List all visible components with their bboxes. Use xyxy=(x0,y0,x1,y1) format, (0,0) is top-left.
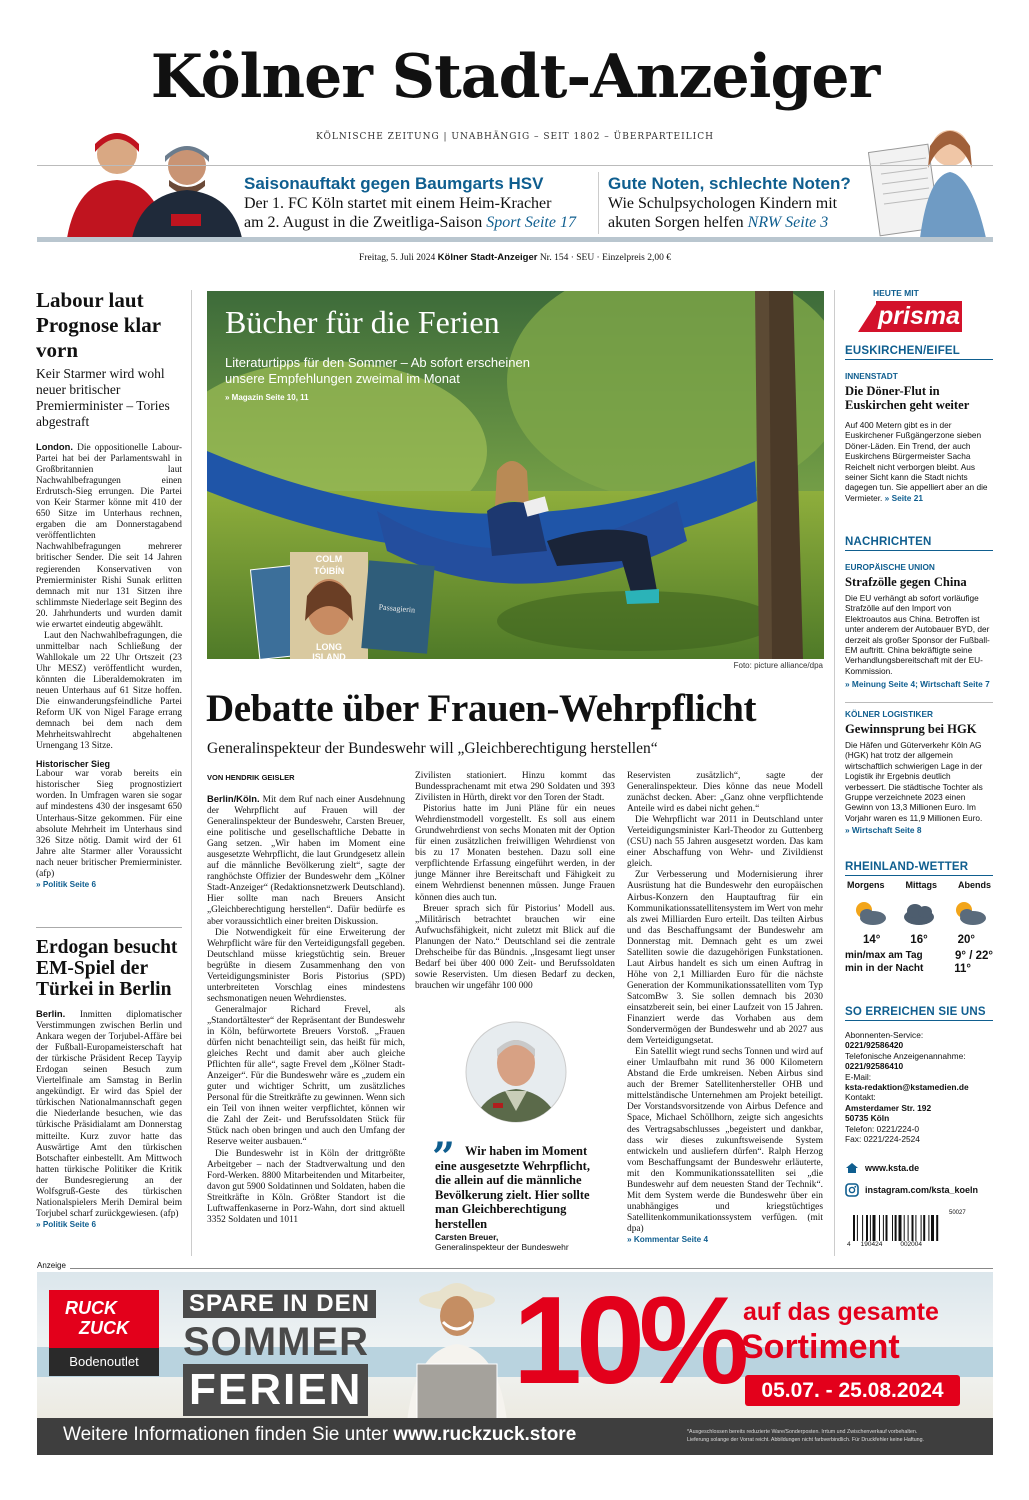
barcode xyxy=(853,1215,963,1241)
barcode-bar xyxy=(879,1215,880,1241)
book-title-1: LONG xyxy=(316,642,342,652)
barcode-bar xyxy=(892,1215,893,1241)
column-divider xyxy=(36,927,182,928)
barcode-bar xyxy=(921,1215,922,1241)
headline: Strafzölle gegen China xyxy=(845,575,967,589)
contact-email[interactable]: ksta-redaktion@kstamedien.de xyxy=(845,1082,969,1093)
ad-label: Anzeige xyxy=(37,1261,70,1270)
ad-banner[interactable] xyxy=(37,1272,993,1455)
quote-source: Carsten Breuer, Generalinspekteur der Bundeswehr xyxy=(435,1232,569,1252)
barcode-bar xyxy=(904,1215,905,1241)
headline: Gewinnsprung bei HGK xyxy=(845,722,977,736)
main-col-2 xyxy=(415,771,615,992)
teaser-line: Wie Schulpsychologen Kindern mit xyxy=(608,195,838,212)
book-title-2: ISLAND xyxy=(312,652,346,659)
weather-box xyxy=(845,880,993,975)
pull-quote: Wir haben im Moment eine ausgesetzte Wehrpflicht, die allein auf die männliche Bevölkerung zielt. Hier sollte man Gleichberechtigung herstellen xyxy=(435,1144,590,1231)
byline: VON HENDRIK GEISLER xyxy=(207,773,295,782)
main-headline: Debatte über Frauen-Wehrpflicht xyxy=(206,687,757,730)
article-text: Pistorius hatte im Juni Pläne für ein neues Wehrdienstmodell vorgestellt. Es soll aus einem Grundwehrdienst von sechs Monaten mit der Option für einen zusätzlichen freiwilligen Wehrdienst von bis zu 17 Monaten bestehen. Dazu soll eine verpflichtende Erfassung eingeführt werden, in der junge Männer ihre Bereitschaft und Fähigkeit zu einem Wehrdienst benennen müssen. Junge Frauen können dies auch tun. xyxy=(415,804,615,903)
photo-sub-line: Literaturtipps für den Sommer – Ab sofort erscheinen xyxy=(225,355,530,370)
ad-right-1: auf das gesamte xyxy=(743,1298,939,1326)
photo-ref[interactable]: » Magazin Seite 10, 11 xyxy=(225,393,309,402)
kicker: INNENSTADT xyxy=(845,371,898,381)
book-author-2: TÓIBÍN xyxy=(313,566,345,576)
web-link[interactable]: www.ksta.de xyxy=(845,1162,919,1174)
ad-percent: 10% xyxy=(513,1272,744,1410)
contact-label: Abonnenten-Service: xyxy=(845,1030,924,1040)
article-text: Generalmajor Richard Frevel, als „Standortältester“ der Repräsentant der Bundeswehr in Köln, befürwortete Breuers Vorstoß. „Frauen dürfen nicht benachteiligt sein, das heißt für mich, gleiches Recht und damit aber auch gleiche Pflichten für alle“, sagte Frevel dem „Kölner Stadt-Anzeiger“. Für die Bundeswehr wäre es „zudem ein guter und wichtiger Schritt, um zusätzliches Personal für die Streitkräfte zu gewinnen. Wenn sich ein Teil von ihnen weiter verpflichtet, können wir die Zahl der Zeit- und Berufssoldaten Stück für Stück nach oben bringen und auch den Umfang der Reserve weiter ausbauen.“ xyxy=(207,1004,405,1148)
ref-link[interactable]: » Kommentar Seite 4 xyxy=(627,1234,708,1244)
barcode-bar xyxy=(895,1215,897,1241)
photo-title: Bücher für die Ferien xyxy=(225,304,500,340)
ad-top-rule xyxy=(37,1268,993,1269)
weather-labels xyxy=(845,880,993,890)
barcode-bar xyxy=(870,1215,871,1241)
contact-tel[interactable]: Telefon: 0221/224-0 xyxy=(845,1123,920,1134)
teaser-ref[interactable]: Sport Seite 17 xyxy=(486,214,576,231)
ad-url[interactable]: www.ruckzuck.store xyxy=(393,1424,577,1445)
quote-mark: ” xyxy=(432,1134,456,1181)
news-strafzoelle xyxy=(845,562,993,690)
article-text: Labour war vorab bereits ein historischer Sieg prognostiziert worden. In Umfragen waren sie sogar auf mindestens 430 der insgesamt 650 Unterhaus-Sitze gekommen. Für eine absolute Mehrheit im Unterhaus sind 326 Sitze nötig. Damit wird der 61 Jahre alte Starmer aller Voraussicht nach neuer britischer Premierminister. (afp) xyxy=(36,769,182,879)
weather-temp: 16° xyxy=(910,934,928,946)
contact-phone[interactable]: 0221/92586410 xyxy=(845,1061,904,1072)
column-rule xyxy=(834,290,835,1256)
weather-label: Mittags xyxy=(905,880,937,890)
ad-footer xyxy=(37,1418,993,1455)
headline: Die Döner-Flut in Euskirchen geht weiter xyxy=(845,384,970,412)
barcode-bar xyxy=(936,1215,938,1241)
photo-sub xyxy=(225,355,530,387)
teaser-schulpsychologen[interactable] xyxy=(608,173,898,232)
article-text: Ein Satellit wiegt rund sechs Tonnen und wird auf einer Umlaufbahn mit rund 36 000 Kilometern Abstand die Erde umkreisen. Neben Airbus sind auch der Bremer Satellitenhersteller OHB und mittelständische Unternehmen am Projekt beteiligt. Der Vorstandsvorsitzende von Airbus Defence and Space, Michael Schöllhorn, zeigte sich angesichts des Vertragsabschlusses „begeistert und dankbar, dass wir dieses zukunftsweisende System entwickeln und ausliefern dürfen“. Ralph Herzog vom Beschaffungsamt der Bundeswehr erläuterte, mit den Kommunikationssatelliten sei „die Bundeswehr auf dem neuesten Stand der Technik“. Mit dem System werde die Bundeswehr über ein unabhängiges und kriegstüchtiges Satellitenkommunikationssystem verfügen. (mit dpa) xyxy=(627,1047,823,1234)
column-rule xyxy=(191,290,192,1256)
section-wetter: RHEINLAND-WETTER xyxy=(845,861,993,876)
barcode-bar xyxy=(923,1215,925,1241)
prisma-wedge xyxy=(858,301,878,332)
teaser-line: akuten Sorgen helfen NRW Seite 3 xyxy=(608,214,829,231)
brand-line-2: ZUCK xyxy=(79,1318,129,1338)
contact-address: Amsterdamer Str. 192 xyxy=(845,1102,932,1113)
teaser-line: am 2. August in die Zweitliga-Saison Sport Seite 17 xyxy=(244,214,576,231)
book-3-title: Passagierin xyxy=(378,602,416,615)
ad-fineprint-line: *Ausgeschlossen bereits reduzierte Ware/Sonderposten. Irrtum und Zwischenverkauf vorbehalten. xyxy=(687,1429,918,1435)
article-text: Berlin. Inmitten diplomatischer Verstimmungen zwischen Berlin und Ankara wegen der Torjubel-Affäre bei der Fußball-Europameisterschaft hat der türkische Präsident Recep Tayyip Erdogan seinen Besuch zum Viertelfinale am Samstag in Berlin angekündigt. Er wird das Spiel der türkischen Nationalmannschaft gegen die Niederlande besuchen, wie das türkische Präsidialamt am Donnerstag mitteilte. Kurz zuvor hatte das Auswärtige Amt den türkischen Botschafter einbestellt. Am Mittwoch hatten türkische Politiker die Kritik der Bundesregierung an der Wolfsgruß-Geste des türkischen Nationalspielers Merih Demiral beim Torjubel scharf zurückgewiesen. (afp) xyxy=(36,1008,183,1219)
article-text: London. Die oppositionelle Labour-Partei hat bei der Parlamentswahl in Großbritannien laut Nachwahlbefragungen einen Erdrutsch-Sieg errungen. Die Partei von Keir Starmer könne mit 410 der 650 Sitze im Unterhaus rechnen, ergaben die am Donnerstagabend veröffentlichten Nachwahlbefragungen mehrerer britischer Sender. Die seit 14 Jahren regierenden Konservativen von Premierminister Rishi Sunak erlitten demnach mit nur 131 Sitzen ihre schlimmste Niederlage seit Beginn des 20. Jahrhunderts und wurden damit wie erwartet eindeutig abgewählt. xyxy=(36,441,182,630)
teaser-headline: Gute Noten, schlechte Noten? xyxy=(608,174,851,193)
main-col-1 xyxy=(207,793,405,1226)
ad-footer-text: Weitere Informationen finden Sie unter www.ruckzuck.store xyxy=(63,1424,577,1445)
hammock-photo xyxy=(207,291,824,659)
ad-fineprint xyxy=(687,1428,987,1444)
masthead-title: Kölner Stadt-Anzeiger xyxy=(150,42,880,112)
barcode-top: 50027 xyxy=(949,1210,966,1216)
contact-label: Telefonische Anzeigenannahme: xyxy=(845,1050,966,1061)
sun-cloud-icon xyxy=(849,898,889,928)
weather-temp: 20° xyxy=(957,934,975,946)
article-text: Die Wehrpflicht war 2011 in Deutschland unter Verteidigungsminister Karl-Theodor zu Guttenberg (CSU) nach 55 Jahren ausgesetzt worden. Das kam einer Abschaffung von Wehr- und Zivildienst gleich. xyxy=(627,815,823,870)
article-text: Die Bundeswehr ist in Köln der drittgrößte Arbeitgeber – nach der Stadtverwaltung und den Ford-Werken. 8800 Mitarbeitenden und Mitarbeiter, davon gut 5900 Soldatinnen und Soldaten, haben die Streitkräfte in Köln. Größter Standort ist die Luftwaffenkaserne in Porz-Wahn, dort sind aktuell 3352 Soldaten und 1011 xyxy=(207,1148,405,1225)
contact-box xyxy=(845,1030,993,1144)
ref-link[interactable]: » Meinung Seite 4; Wirtschaft Seite 7 xyxy=(845,679,990,690)
weather-icons xyxy=(845,898,993,928)
barcode-bar xyxy=(873,1215,876,1241)
sun-cloud-icon xyxy=(949,898,989,928)
weather-night: min in der Nacht 11° xyxy=(845,963,971,975)
article-text: Zivilisten stationiert. Hinzu kommt das Bundessprachenamt mit etwa 290 Soldaten und 393 Zivilisten in Hürth, direkt vor den Toren der Stadt. xyxy=(415,771,615,804)
barcode-bar xyxy=(862,1215,863,1241)
text: Die Häfen und Güterverkehr Köln AG (HGK) hat trotz der allgemein wirtschaftlich schwierigen Lage in der Logistik ihr Ergebnis deutlich verbessert. Die städtische Tochter als Gruppe verzeichnete 2023 einen Gewinn von 13,3 Millionen Euro. Im Vorjahr waren es 11,9 Millionen Euro. xyxy=(845,740,983,823)
contact-address: 50735 Köln xyxy=(845,1113,890,1124)
ref-link[interactable]: » Politik Seite 6 xyxy=(36,1219,97,1229)
photo-credit: Foto: picture alliance/dpa xyxy=(733,661,823,670)
article-text: Berlin/Köln. Mit dem Ruf nach einer Ausdehnung der Wehrpflicht auf Frauen will der Generalinspekteur der Bundeswehr, Carsten Breuer, eine politische und gesellschaftliche Debatte in Gang setzen. „Wir haben im Moment eine ausgesetzte Wehrpflicht, die laut Grundgesetz allein auf die männliche Bevölkerung zielt“, sagte der ranghöchste Offizier der Bundeswehr dem „Kölner Stadt-Anzeiger“ (Redaktionsnetzwerk Deutschland). Hier sollte man nach Breuers Ansicht „Gleichberechtigung herstellen“. Dafür bedürfe es aber voraussichtlich einer breiten Diskussion. xyxy=(207,793,406,927)
instagram-link[interactable]: instagram.com/ksta_koeln xyxy=(845,1183,978,1197)
headline: Erdogan besucht EM-Spiel der Türkei in Berlin xyxy=(36,937,178,1000)
cloud-icon xyxy=(899,898,939,928)
contact-label: E-Mail: xyxy=(845,1071,872,1082)
contact-label: Kontakt: xyxy=(845,1092,876,1103)
weather-temp: 14° xyxy=(863,934,881,946)
text: Die EU verhängt ab sofort vorläufige Strafzölle auf den Import von Elektroautos aus China. Betroffen ist unter anderem der Autobauer BYD, der derzeit als großer Sponsor der Fußball-EM auftritt. China bekräftigte seine Verhandlungsbereitschaft mit der EU-Kommission. xyxy=(845,593,990,676)
home-icon xyxy=(845,1162,859,1174)
teaser-ref[interactable]: NRW Seite 3 xyxy=(747,214,829,231)
weather-label: Morgens xyxy=(847,880,885,890)
book-author-1: COLM xyxy=(315,554,343,564)
kicker: EUROPÄISCHE UNION xyxy=(845,562,935,572)
barcode-bar xyxy=(908,1215,909,1241)
brand-outlet: Bodenoutlet xyxy=(49,1348,159,1376)
breuer-portrait xyxy=(465,1021,567,1123)
news-hgk xyxy=(845,709,993,836)
instagram-icon xyxy=(845,1183,859,1197)
barcode-bar xyxy=(886,1215,888,1241)
barcode-bar xyxy=(928,1215,929,1241)
ad-headline-2: SOMMER xyxy=(183,1320,369,1364)
ref-link[interactable]: » Wirtschaft Seite 8 xyxy=(845,825,922,836)
divider xyxy=(845,702,993,703)
ad-headline-3: FERIEN xyxy=(183,1364,368,1416)
text: Auf 400 Metern gibt es in der Euskirchener Fußgängerzone sieben Döner-Läden. Ein Trend, der auch Euskirchens Bürgermeister Sacha Reichelt nicht verborgen bleibt. Aus seiner Sicht kann die Stadt nichts dagegen tun. Sie appelliert aber an die Vermieter. » Seite 21 xyxy=(845,420,988,503)
article-labour xyxy=(36,288,182,889)
masthead-tagline: KÖLNISCHE ZEITUNG | UNABHÄNGIG – SEIT 1802 – ÜBERPARTEILICH xyxy=(316,132,714,142)
ad-dates: 05.07. - 25.08.2024 xyxy=(745,1375,960,1406)
main-col-3 xyxy=(627,771,823,1244)
news-doener xyxy=(845,371,993,503)
contact-phone[interactable]: 0221/92586420 xyxy=(845,1040,904,1051)
dateline: Freitag, 5. Juli 2024 Kölner Stadt-Anzeiger Nr. 154 · SEU · Einzelpreis 2,00 € xyxy=(359,252,671,263)
ref-link[interactable]: » Politik Seite 6 xyxy=(36,879,97,889)
contact-fax: Fax: 0221/224-2524 xyxy=(845,1134,920,1145)
subheadline: Keir Starmer wird wohl neuer britischer Premierminister – Tories abgestraft xyxy=(36,366,170,429)
teaser-fc-koeln[interactable] xyxy=(244,173,594,232)
weather-temps xyxy=(845,934,993,946)
ad-headline-1: SPARE IN DEN xyxy=(183,1290,376,1318)
subhead: Historischer Sieg xyxy=(36,759,111,770)
article-erdogan xyxy=(36,937,182,1229)
barcode-digits: 4 190424 002004 xyxy=(847,1241,923,1248)
ruckzuck-logo xyxy=(49,1290,159,1376)
teaser-divider xyxy=(598,172,599,234)
article-text: Zur Verbesserung und Modernisierung ihrer Ausrüstung hat die Bundeswehr den europäischen Airbus-Konzern den Hauptauftrag für ein Kommunikationssatellitensystem im Wert von mehr als zwei Milliarden Euro erteilt. Das teilten Airbus und das Beschaffungsamt der Bundeswehr am Donnerstag mit. Demnach geht es um zwei Satelliten sowie die dazugehörigen Funkstationen. Laut Airbus handelt es sich um einen Auftrag in Höhe von 2,1 Milliarden Euro für die nächste Generation der Kommunikationssatelliten vom Typ SatcomBw 3. Sie sollen demnach bis 2030 einsatzbereit sein, bei einer Laufzeit von 15 Jahren. Finanziert werde das Vorhaben aus dem Sondervermögen der Bundeswehr und ab 2027 aus dem Verteidigungsetat. xyxy=(627,870,823,1047)
headline: Labour laut Prognose klar vorn xyxy=(36,288,161,362)
ad-man-photo xyxy=(397,1272,517,1422)
weather-label: Abends xyxy=(957,880,991,890)
prisma-logo-box[interactable] xyxy=(858,301,962,332)
main-subheadline: Generalinspekteur der Bundeswehr will „Gleichberechtigung herstellen“ xyxy=(207,740,658,757)
article-text: Reservisten zusätzlich“, sagte der Generalinspekteur. Dies könne das neue Modell zunächst decken. Aber: „Ganz ohne verpflichtende Anteile wird es dabei nicht gehen.“ xyxy=(627,771,823,815)
article-text: Laut den Nachwahlbefragungen, die unmittelbar nach Schließung der Wahllokale um 22 Uhr Ortszeit (23 Uhr MESZ) veröffentlicht wurden, könnten die Liberaldemokraten im neuen Unterhaus auf 61 Sitze hoffen. Die einwanderungsfeindliche Partei Reform UK von Nigel Farage errang demnach bei dem nach dem Mehrheitswahlrecht abgehaltenen Urnengang 13 Sitze. xyxy=(36,630,182,752)
barcode-bar xyxy=(899,1215,902,1241)
barcode-bar xyxy=(931,1215,934,1241)
brand-line-1: RUCK xyxy=(65,1298,117,1318)
ad-right-2: Sortiment xyxy=(741,1328,900,1366)
ad-fineprint-line: Lieferung solange der Vorrat reicht. Abbildungen nicht farbverbindlich. Für Druckfehler keine Haftung. xyxy=(687,1437,925,1443)
barcode-bar xyxy=(853,1215,855,1241)
barcode-bar xyxy=(883,1215,884,1241)
kicker: KÖLNER LOGISTIKER xyxy=(845,709,934,719)
teaser-line: Der 1. FC Köln startet mit einem Heim-Kracher xyxy=(244,195,552,212)
prisma-logo: prisma xyxy=(876,301,962,332)
section-kontakt: SO ERREICHEN SIE UNS xyxy=(845,1006,993,1021)
teaser-headline: Saisonauftakt gegen Baumgarts HSV xyxy=(244,174,544,193)
article-text: Die Notwendigkeit für eine Erweiterung der Wehrpflicht wäre für den Verteidigungsfall gegeben. Deutschland müsse kriegstüchtig sein. Breuer begrüßte in diesem Zusammenhang den von Verteidigungsminister Boris Pistorius (SPD) unterbreiteten Vorschlag eines mindestens sechsmonatigen neuen Wehrdienstes. xyxy=(207,927,405,1004)
photo-sub-line: unsere Empfehlungen zweimal im Monat xyxy=(225,371,460,386)
section-nachrichten: NACHRICHTEN xyxy=(845,536,993,551)
barcode-bar xyxy=(912,1215,914,1241)
ref-link[interactable]: » Seite 21 xyxy=(884,492,923,503)
article-text: Breuer sprach sich für Pistorius’ Modell aus. „Militärisch betrachtet brauchen wir eine Aufwuchsfähigkeit, nicht zuletzt mit Blick auf die Planungen der Nato.“ Deutschland sei die zentrale Drehscheibe für das Bündnis. „Insgesamt liegt unser Bedarf bei über 400 000 Zeit- und Berufssoldaten sowie Reservisten. Um diesen Bedarf zu decken, brauchen wir ungefähr 100 000 xyxy=(415,903,615,991)
prisma-top: HEUTE MIT xyxy=(873,288,919,298)
section-euskirchen: EUSKIRCHEN/EIFEL xyxy=(845,345,993,360)
barcode-bar xyxy=(857,1215,858,1241)
barcode-bar xyxy=(866,1215,868,1241)
weather-minmax: min/max am Tag 9° / 22° xyxy=(845,950,993,962)
barcode-bar xyxy=(915,1215,916,1241)
quote-role: Generalinspekteur der Bundeswehr xyxy=(435,1242,569,1252)
